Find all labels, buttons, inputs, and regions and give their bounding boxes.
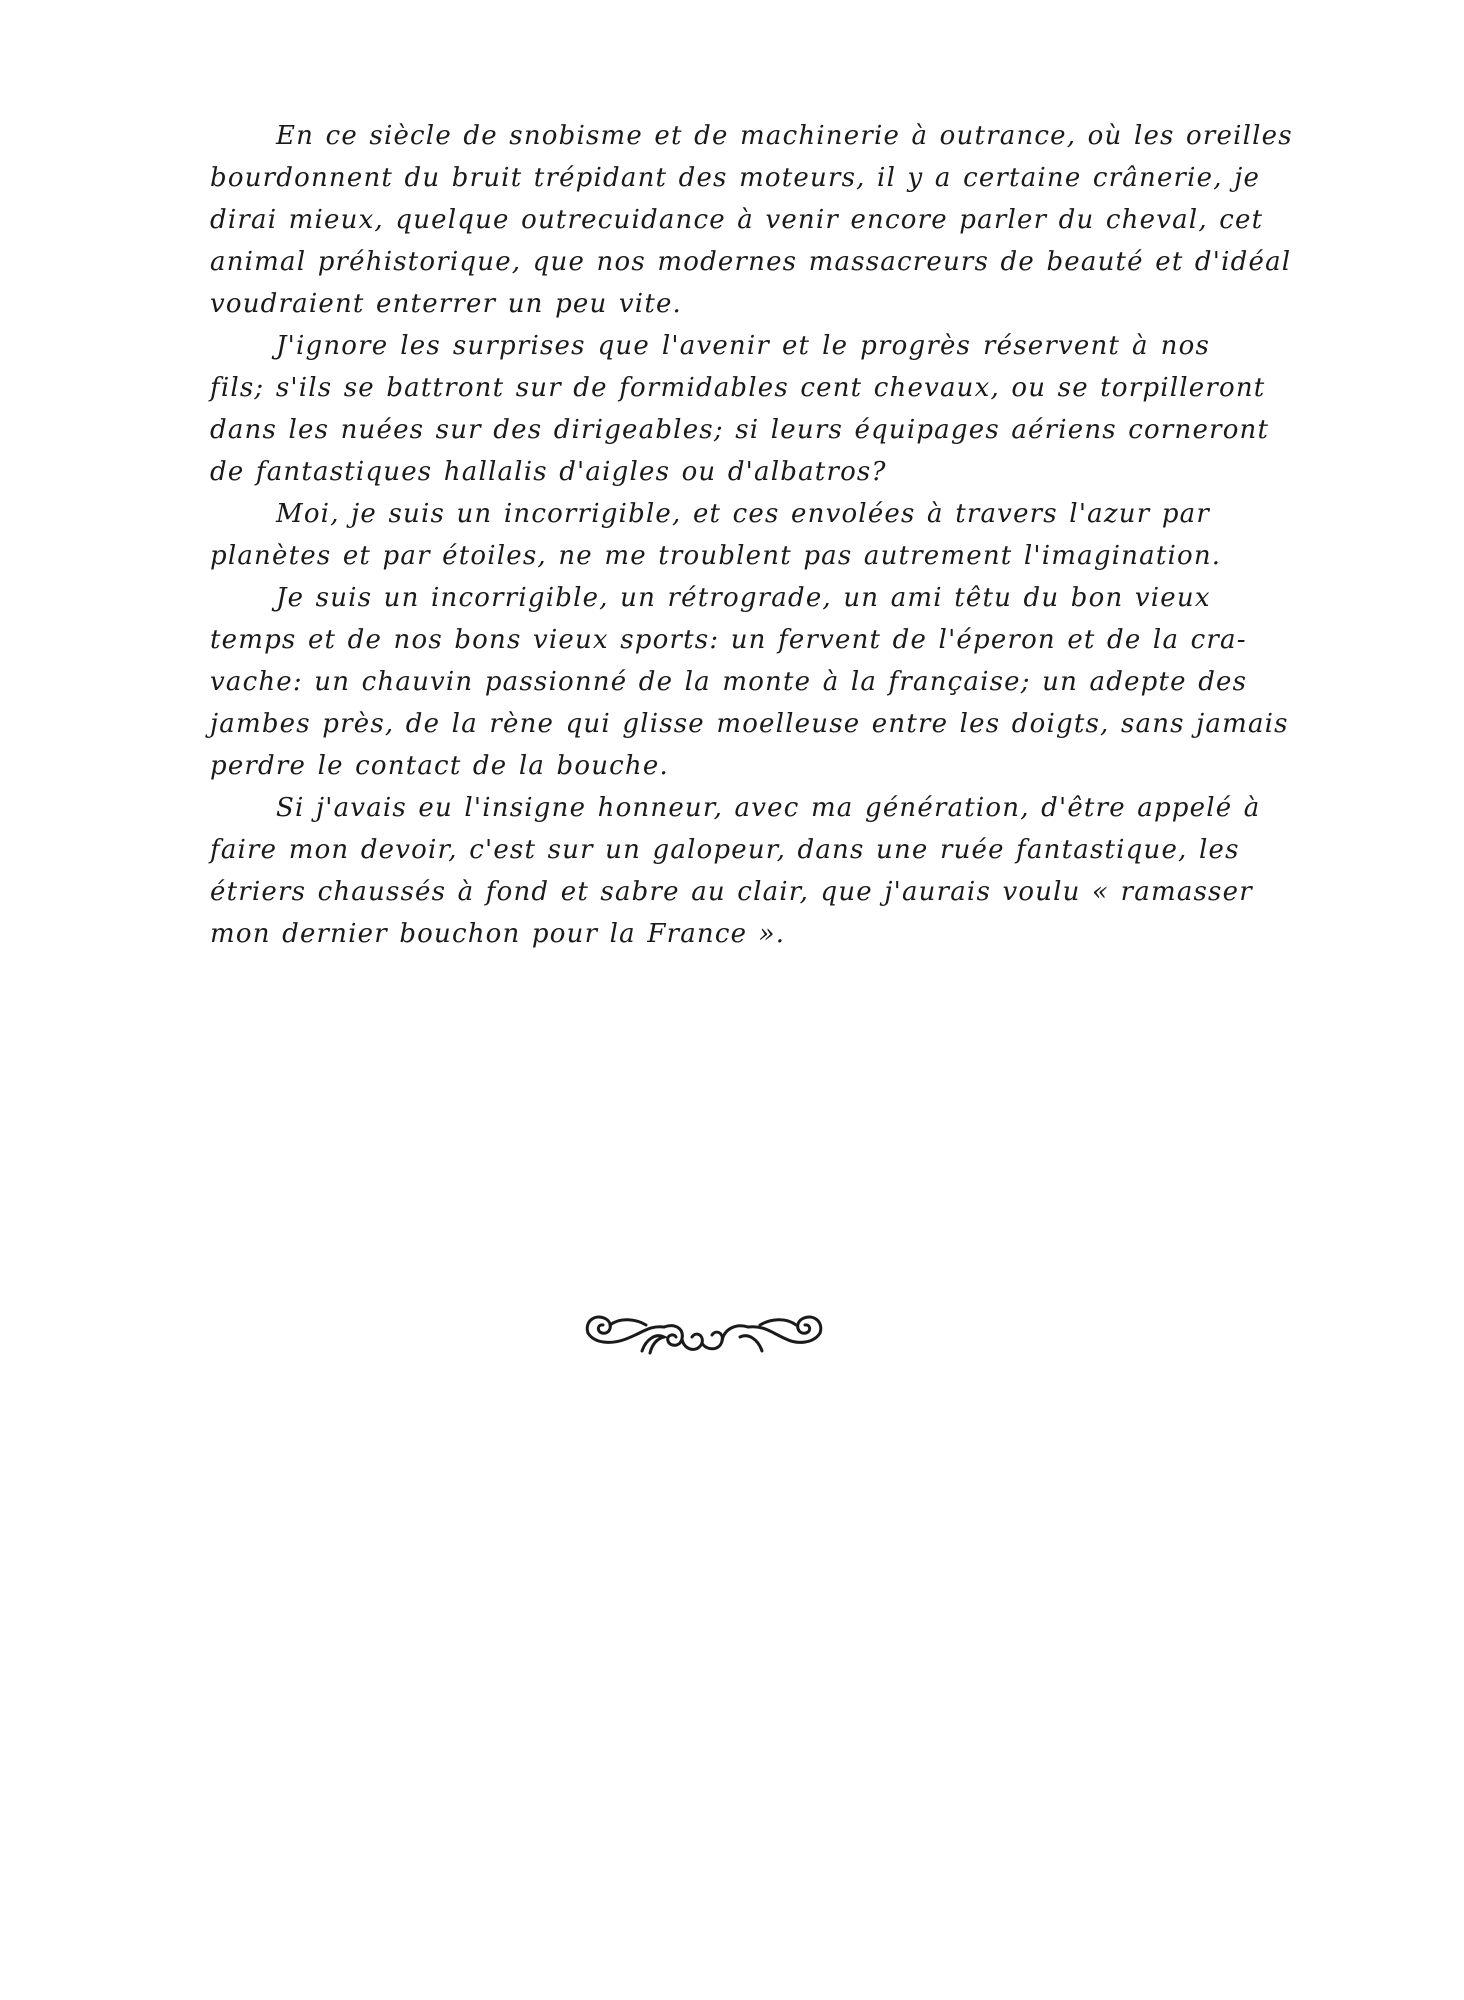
paragraph-1 [210,115,1293,325]
text-line: planètes et par étoiles, ne me troublent pas autrement l'imagination. [210,541,1222,571]
text-line: mon dernier bouchon pour la France ». [210,919,786,949]
text-line: bourdonnent du bruit trépidant des moteurs, il y a certaine crânerie, je [210,163,1261,193]
scroll-flourish-icon [580,1295,825,1360]
text-line: Si j'avais eu l'insigne honneur, avec ma génération, d'être appelé à [276,793,1261,823]
text-line: dirai mieux, quelque outrecuidance à venir encore parler du cheval, cet [210,205,1264,235]
text-line: jambes près, de la rène qui glisse moelleuse entre les doigts, sans jamais [210,709,1289,739]
text-line: En ce siècle de snobisme et de machinerie à outrance, où les oreilles [276,121,1293,151]
text-line: de fantastiques hallalis d'aigles ou d'albatros? [210,457,887,487]
text-line: Moi, je suis un incorrigible, et ces envolées à travers l'azur par [276,499,1210,529]
text-line: étriers chaussés à fond et sabre au clair, que j'aurais voulu « ramasser [210,877,1253,907]
text-line: fils; s'ils se battront sur de formidables cent chevaux, ou se torpilleront [210,373,1266,403]
text-line: voudraient enterrer un peu vite. [210,289,683,319]
paragraph-3 [210,493,1222,577]
text-line: temps et de nos bons vieux sports: un fervent de l'éperon et de la cra- [210,625,1247,655]
text-line: Je suis un incorrigible, un rétrograde, un ami têtu du bon vieux [276,583,1211,613]
paragraph-4 [210,577,1289,787]
text-line: J'ignore les surprises que l'avenir et le progrès réservent à nos [276,331,1210,361]
text-line: perdre le contact de la bouche. [210,751,669,781]
body-text [210,115,1293,955]
text-line: faire mon devoir, c'est sur un galopeur, dans une ruée fantastique, les [210,835,1240,865]
text-line: vache: un chauvin passionné de la monte à la française; un adepte des [210,667,1248,697]
paragraph-5 [210,787,1261,955]
paragraph-2 [210,325,1270,493]
text-line: animal préhistorique, que nos modernes massacreurs de beauté et d'idéal [210,247,1292,277]
text-line: dans les nuées sur des dirigeables; si leurs équipages aériens corneront [210,415,1270,445]
